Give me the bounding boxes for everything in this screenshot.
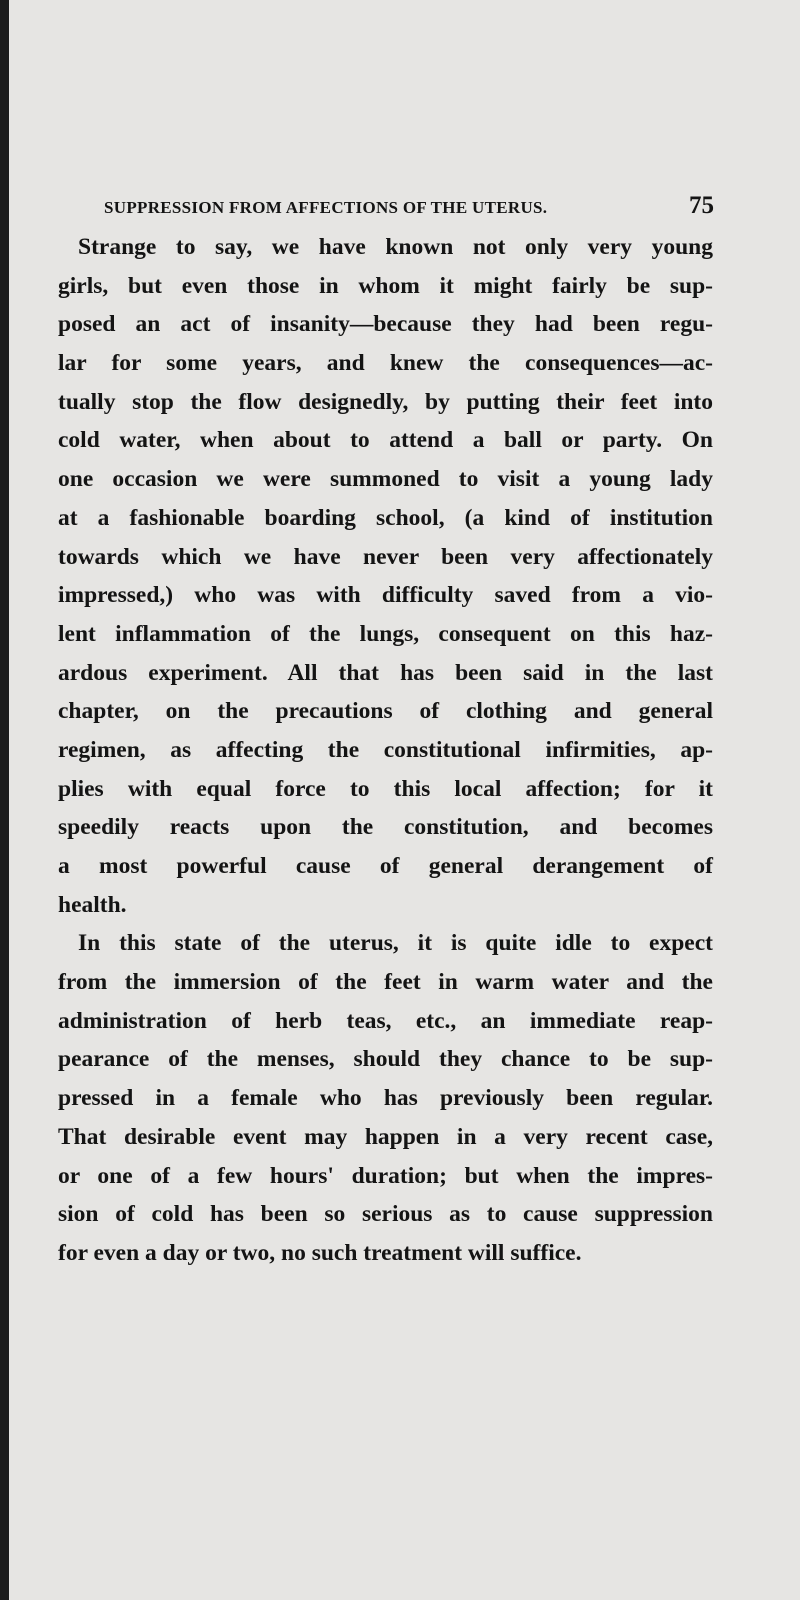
text-line: at a fashionable boarding school, (a kind of institution (58, 504, 713, 531)
text-line: speedily reacts upon the constitution, and becomes (58, 814, 713, 841)
text-line: regimen, as affecting the constitutional infirmities, ap- (58, 736, 713, 763)
text-line: towards which we have never been very affectionately (58, 543, 713, 570)
paragraph (58, 228, 713, 924)
text-line: health. (58, 891, 127, 918)
text-line: That desirable event may happen in a very recent case, (58, 1123, 713, 1150)
text-line: Strange to say, we have known not only very young (78, 234, 713, 260)
page-body (58, 228, 713, 1273)
text-line: plies with equal force to this local affection; for it (58, 775, 713, 802)
text-line: sion of cold has been so serious as to cause suppression (58, 1201, 713, 1228)
text-line: In this state of the uterus, it is quite idle to expect (78, 930, 713, 957)
text-line: pearance of the menses, should they chance to be sup- (58, 1046, 713, 1073)
text-line: one occasion we were summoned to visit a young lady (58, 466, 713, 493)
paragraph (58, 924, 713, 1272)
page-binding-edge (0, 0, 9, 1600)
text-line: for even a day or two, no such treatment will suffice. (58, 1239, 582, 1266)
text-line: a most powerful cause of general derangement of (58, 853, 713, 879)
text-line: or one of a few hours' duration; but when the impres- (58, 1162, 713, 1189)
text-line: impressed,) who was with difficulty saved from a vio- (58, 582, 713, 609)
running-title: SUPPRESSION FROM AFFECTIONS OF THE UTERUS. (104, 198, 548, 217)
text-line: chapter, on the precautions of clothing and general (58, 698, 713, 725)
text-line: lar for some years, and knew the consequences—ac- (58, 350, 713, 377)
text-line: lent inflammation of the lungs, consequent on this haz- (58, 620, 713, 647)
text-line: cold water, when about to attend a ball or party. On (58, 427, 713, 454)
text-line: from the immersion of the feet in warm water and the (58, 969, 713, 996)
text-line: tually stop the flow designedly, by putting their feet into (58, 388, 713, 415)
page-number: 75 (689, 192, 714, 219)
page-header (104, 192, 714, 220)
text-line: posed an act of insanity—because they had been regu- (58, 311, 713, 338)
text-line: ardous experiment. All that has been said in the last (58, 659, 713, 686)
text-line: administration of herb teas, etc., an immediate reap- (58, 1007, 713, 1034)
text-line: girls, but even those in whom it might fairly be sup- (58, 272, 713, 299)
text-line: pressed in a female who has previously been regular. (58, 1085, 713, 1112)
